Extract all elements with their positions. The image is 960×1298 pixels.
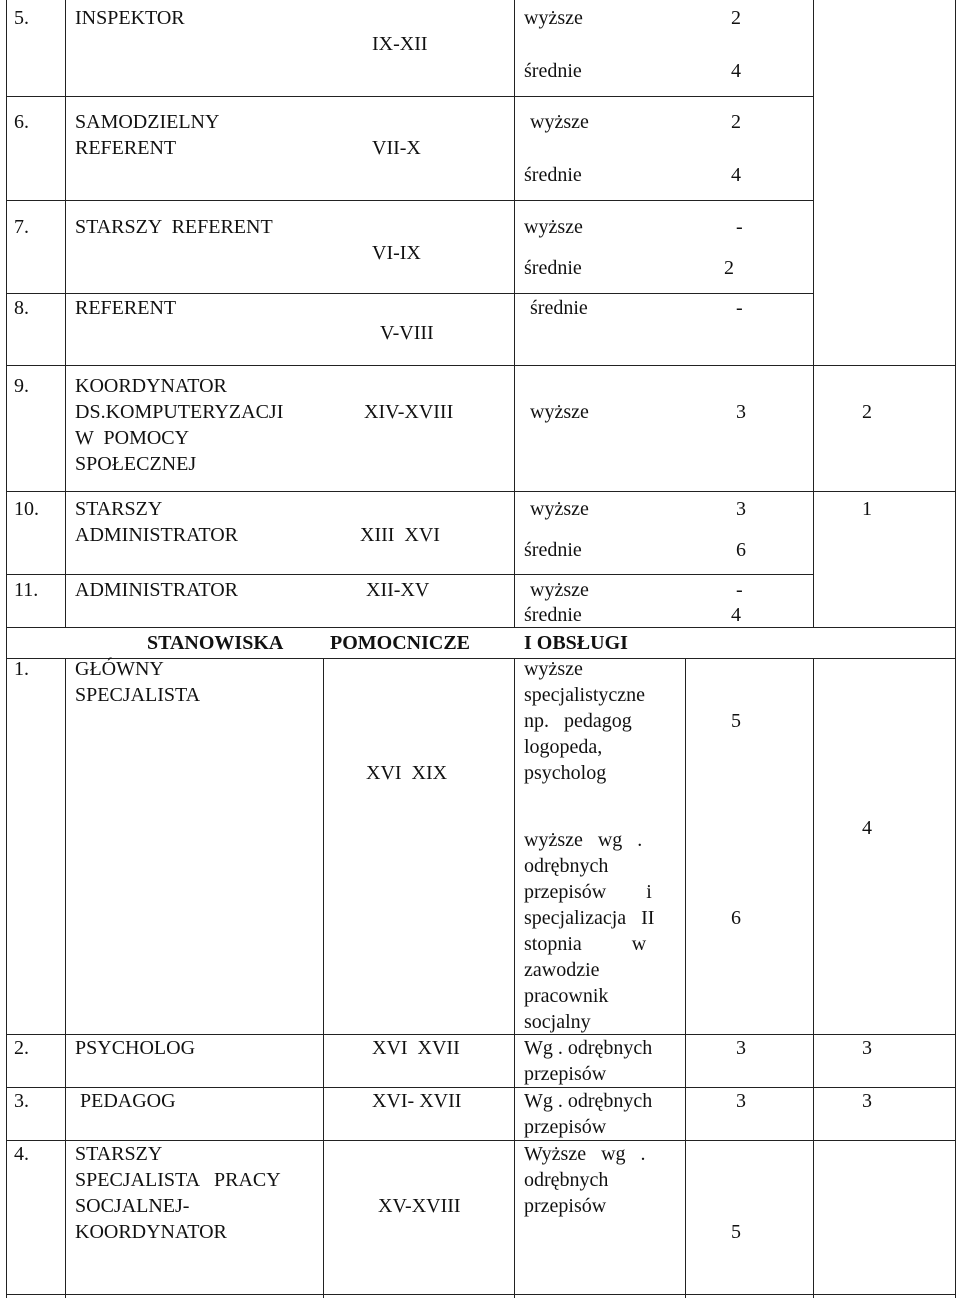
position-name: REFERENT [75, 297, 177, 319]
section-title-word: I OBSŁUGI [524, 632, 628, 654]
experience-years: 2 [731, 7, 741, 29]
col-divider-5b [813, 658, 814, 1298]
row-number: 7. [14, 216, 29, 238]
row-number: 5. [14, 7, 29, 29]
pay-grade: XIV-XVIII [364, 401, 454, 423]
experience-years: - [736, 579, 743, 601]
education-level: średnie [524, 164, 582, 186]
pay-grade: IX-XII [372, 33, 428, 55]
position-name: STARSZY [75, 1143, 163, 1165]
education-level: wyższe wg . [524, 829, 643, 851]
position-name: PEDAGOG [80, 1090, 176, 1112]
experience-years: 3 [862, 1037, 872, 1059]
row-line-2 [6, 200, 814, 201]
education-level: przepisów [524, 1116, 607, 1138]
experience-years: 3 [736, 498, 746, 520]
education-level: socjalny [524, 1011, 591, 1033]
position-name: STARSZY [75, 498, 163, 520]
position-name: DS.KOMPUTERYZACJI [75, 401, 284, 423]
pay-grade: XVI XIX [366, 762, 448, 784]
experience-years: - [736, 216, 743, 238]
experience-years: 3 [862, 1090, 872, 1112]
education-level: wyższe [530, 579, 589, 601]
education-level: zawodzie [524, 959, 600, 981]
experience-years: 3 [736, 401, 746, 423]
experience-years: - [736, 297, 743, 319]
row-line-4 [6, 365, 956, 366]
pay-grade: XVI- XVII [372, 1090, 462, 1112]
row-number: 11. [14, 579, 39, 601]
experience-years: 2 [862, 401, 872, 423]
education-level: średnie [530, 297, 588, 319]
row-number: 4. [14, 1143, 29, 1165]
position-name: SPECJALISTA PRACY [75, 1169, 281, 1191]
row-line-3 [6, 293, 814, 294]
position-name: ADMINISTRATOR [75, 524, 238, 546]
col-divider-3b [514, 658, 515, 1298]
education-level: stopnia w [524, 933, 647, 955]
education-level: logopeda, [524, 736, 603, 758]
experience-years: 4 [731, 604, 741, 626]
col-divider-4b [685, 658, 686, 1298]
education-level: wyższe [524, 658, 583, 680]
position-name: KOORDYNATOR [75, 375, 227, 397]
education-level: odrębnych [524, 855, 609, 877]
position-name: GŁÓWNY [75, 658, 164, 680]
pay-grade: V-VIII [380, 322, 434, 344]
experience-years: 6 [731, 907, 741, 929]
position-name: SPOŁECZNEJ [75, 453, 197, 475]
education-level: wyższe [524, 7, 583, 29]
experience-years: 5 [731, 710, 741, 732]
row-number: 2. [14, 1037, 29, 1059]
education-level: np. pedagog [524, 710, 632, 732]
education-level: psycholog [524, 762, 607, 784]
experience-years: 6 [736, 539, 746, 561]
education-level: wyższe [530, 401, 589, 423]
pay-grade: VII-X [372, 137, 421, 159]
education-level: przepisów [524, 1195, 607, 1217]
pay-grade: XII-XV [366, 579, 430, 601]
education-level: Wg . odrębnych [524, 1037, 653, 1059]
experience-years: 3 [736, 1037, 746, 1059]
position-name: SAMODZIELNY [75, 111, 220, 133]
position-name: KOORDYNATOR [75, 1221, 227, 1243]
position-name: W POMOCY [75, 427, 190, 449]
education-level: pracownik [524, 985, 609, 1007]
border-bottom [6, 1294, 956, 1295]
experience-years: 1 [862, 498, 872, 520]
row-number: 6. [14, 111, 29, 133]
row-line-1 [6, 96, 814, 97]
education-level: odrębnych [524, 1169, 609, 1191]
education-level: specjalizacja II [524, 907, 655, 929]
position-name: REFERENT [75, 137, 177, 159]
row-number: 3. [14, 1090, 29, 1112]
position-name: SOCJALNEJ- [75, 1195, 190, 1217]
experience-years: 3 [736, 1090, 746, 1112]
experience-years: 4 [731, 164, 741, 186]
position-name: ADMINISTRATOR [75, 579, 238, 601]
education-level: średnie [524, 60, 582, 82]
education-level: Wyższe wg . [524, 1143, 646, 1165]
education-level: wyższe [530, 111, 589, 133]
pay-grade: XV-XVIII [378, 1195, 461, 1217]
row-line-6 [6, 574, 814, 575]
experience-years: 2 [731, 111, 741, 133]
position-name: STARSZY REFERENT [75, 216, 273, 238]
col-divider-1 [65, 0, 66, 627]
col-divider-4 [813, 0, 814, 627]
experience-years: 2 [724, 257, 734, 279]
education-level: średnie [524, 257, 582, 279]
education-level: Wg . odrębnych [524, 1090, 653, 1112]
education-level: przepisów [524, 1063, 607, 1085]
pay-grade: VI-IX [372, 242, 421, 264]
position-name: PSYCHOLOG [75, 1037, 196, 1059]
education-level: średnie [524, 604, 582, 626]
position-name: INSPEKTOR [75, 7, 185, 29]
position-name: SPECJALISTA [75, 684, 201, 706]
row-number: 1. [14, 658, 29, 680]
education-level: specjalistyczne [524, 684, 646, 706]
col-divider-2b [323, 658, 324, 1298]
border-left [6, 0, 7, 1298]
row-number: 10. [14, 498, 39, 520]
education-level: wyższe [524, 216, 583, 238]
border-right [955, 0, 956, 1298]
education-level: przepisów i [524, 881, 652, 903]
row-line-7 [6, 627, 956, 628]
experience-years: 4 [731, 60, 741, 82]
col-divider-1b [65, 658, 66, 1298]
row-number: 8. [14, 297, 29, 319]
pay-grade: XVI XVII [372, 1037, 460, 1059]
col-divider-3 [514, 0, 515, 627]
row-line-5 [6, 491, 956, 492]
experience-years: 4 [862, 817, 872, 839]
pay-grade: XIII XVI [360, 524, 440, 546]
row-number: 9. [14, 375, 29, 397]
experience-years: 5 [731, 1221, 741, 1243]
section-title-word: POMOCNICZE [330, 632, 470, 654]
section-title-word: STANOWISKA [147, 632, 284, 654]
education-level: wyższe [530, 498, 589, 520]
education-level: średnie [524, 539, 582, 561]
